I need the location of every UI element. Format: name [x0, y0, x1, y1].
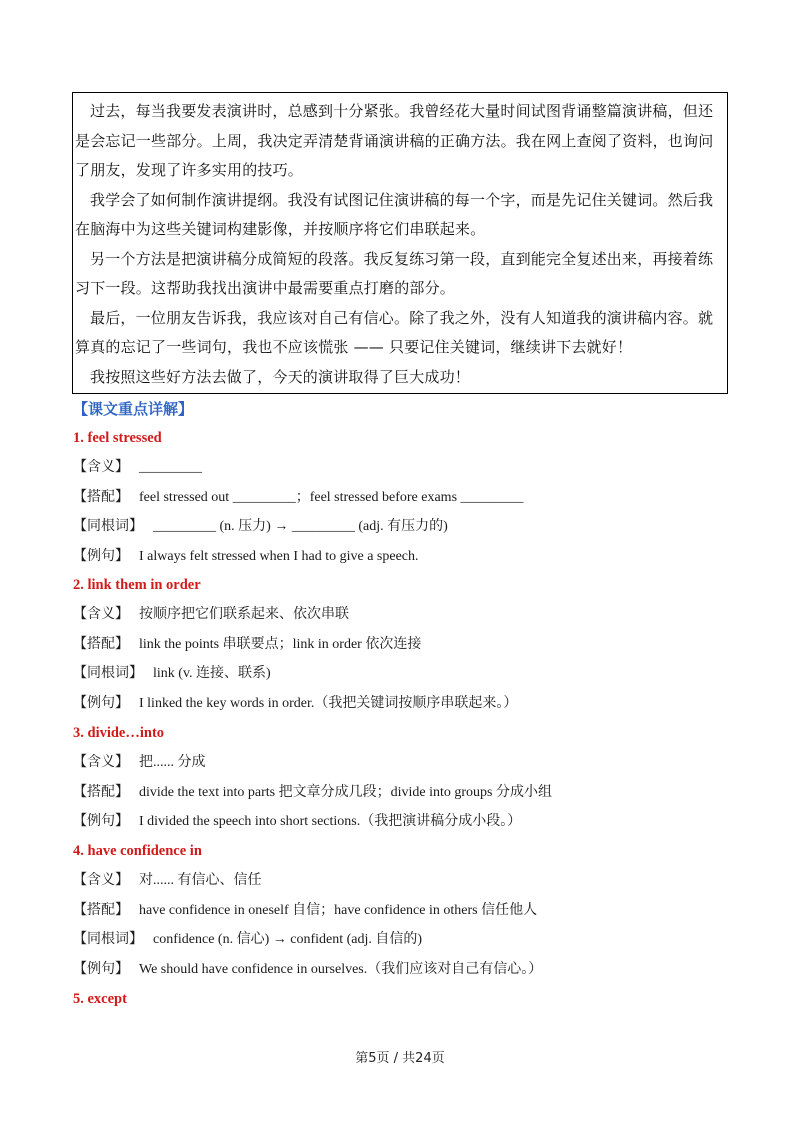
row-text: I always felt stressed when I had to give a speech. [139, 548, 419, 564]
row-tag: 【同根词】 [73, 931, 143, 948]
entry-row [73, 781, 733, 811]
entry-row [73, 869, 733, 899]
entry-row [73, 456, 733, 486]
row-tag: 【搭配】 [73, 488, 129, 505]
row-tag: 【例句】 [73, 813, 129, 830]
row-text: 按顺序把它们联系起来、依次串联 [139, 607, 349, 622]
row-text: I linked the key words in order.（我把关键词按顺序串联起来。） [139, 695, 518, 711]
entry-heading: 4. have confidence in [73, 843, 202, 859]
entry-row [73, 486, 733, 516]
row-tag: 【例句】 [73, 960, 129, 977]
passage-paragraph-5: 我按照这些好方法去做了，今天的演讲取得了巨大成功！ [90, 367, 471, 386]
entry-have-confidence-in [73, 840, 733, 987]
entry-row [73, 633, 733, 663]
row-tag: 【搭配】 [73, 635, 129, 652]
row-text: _________ (n. 压力) → _________ (adj. 有压力的) [153, 519, 448, 535]
entry-row [73, 662, 733, 692]
row-text: confidence (n. 信心) → confident (adj. 自信的) [153, 932, 423, 948]
row-tag: 【含义】 [73, 459, 129, 475]
entry-row [73, 751, 733, 781]
row-tag: 【含义】 [73, 606, 129, 622]
entry-heading: 3. divide…into [73, 725, 165, 741]
entry-feel-stressed [73, 427, 733, 574]
entry-except [73, 988, 733, 1017]
row-tag: 【搭配】 [73, 901, 129, 918]
entry-heading: 5. except [73, 991, 127, 1007]
row-tag: 【含义】 [73, 754, 129, 770]
row-tag: 【例句】 [73, 547, 129, 564]
row-text: I divided the speech into short sections.（我把演讲稿分成小段。） [139, 814, 522, 830]
passage-paragraph-1: 过去，每当我要发表演讲时，总感到十分紧张。我曾经花大量时间试图背诵整篇演讲稿，但还是会忘记一些部分。上周，我决定弄清楚背诵演讲稿的正确方法。我在网上查阅了资料，也询问了朋友，发现了许多实用的技巧。 [75, 102, 714, 179]
entry-row [73, 692, 733, 722]
row-tag: 【含义】 [73, 872, 129, 888]
passage-paragraph-2: 我学会了如何制作演讲提纲。我没有试图记住演讲稿的每一个字，而是先记住关键词。然后我在脑海中为这些关键词构建影像，并按顺序将它们串联起来。 [75, 190, 714, 238]
entry-row [73, 928, 733, 958]
entry-row [73, 515, 733, 545]
entry-row [73, 958, 733, 988]
passage-box [72, 92, 728, 394]
row-text: 对...... 有信心、信任 [139, 873, 262, 888]
row-text: divide the text into parts 把文章分成几段；divide into groups 分成小组 [139, 784, 552, 800]
row-text: have confidence in oneself 自信；have confidence in others 信任他人 [139, 902, 538, 918]
row-text: We should have confidence in ourselves.（我们应该对自己有信心。） [139, 961, 543, 977]
entry-row [73, 899, 733, 929]
row-text: link the points 串联要点；link in order 依次连接 [139, 636, 422, 652]
row-text: _________ [139, 460, 202, 475]
row-text: feel stressed out _________；feel stressed before exams _________ [139, 489, 524, 505]
row-text: link (v. 连接、联系) [153, 666, 271, 682]
entry-heading: 2. link them in order [73, 577, 201, 593]
passage-paragraph-4: 最后，一位朋友告诉我，我应该对自己有信心。除了我之外，没有人知道我的演讲稿内容。就算真的忘记了一些词句，我也不应该慌张 —— 只要记住关键词，继续讲下去就好！ [75, 308, 714, 356]
entry-row [73, 603, 733, 633]
entry-divide-into [73, 722, 733, 840]
row-tag: 【同根词】 [73, 665, 143, 682]
passage-paragraph-3: 另一个方法是把演讲稿分成简短的段落。我反复练习第一段，直到能完全复述出来，再接着练习下一段。这帮助我找出演讲中最需要重点打磨的部分。 [75, 249, 714, 297]
page-number: 第5页 / 共24页 [355, 1051, 445, 1066]
row-tag: 【搭配】 [73, 783, 129, 800]
entry-link-them-in-order [73, 574, 733, 721]
row-text: 把...... 分成 [139, 755, 206, 770]
row-tag: 【同根词】 [73, 518, 143, 535]
entry-row [73, 545, 733, 575]
section-title: 【课文重点详解】 [73, 400, 194, 418]
entry-row [73, 810, 733, 840]
row-tag: 【例句】 [73, 694, 129, 711]
entry-heading: 1. feel stressed [73, 430, 162, 446]
